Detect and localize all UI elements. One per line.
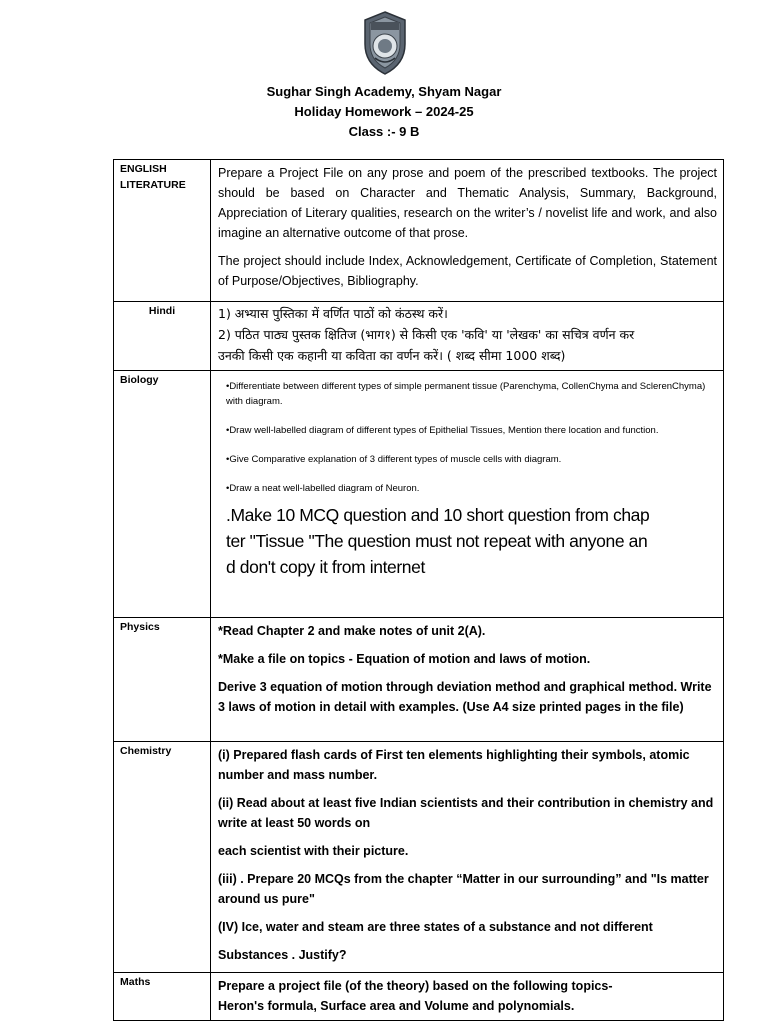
biology-mcq-note bbox=[226, 502, 717, 580]
maths-para-2: Heron's formula, Surface area and Volume and polynomials. bbox=[218, 999, 575, 1013]
biology-content bbox=[211, 371, 724, 618]
chemistry-para-3: each scientist with their picture. bbox=[218, 844, 409, 858]
chemistry-content bbox=[211, 742, 724, 973]
subject-biology: Biology bbox=[114, 371, 211, 618]
row-biology bbox=[114, 371, 724, 618]
row-physics bbox=[114, 618, 724, 742]
subject-hindi: Hindi bbox=[114, 302, 211, 371]
biology-bullets bbox=[218, 379, 717, 496]
hindi-line-2: 2) पठित पाठ्य पुस्तक क्षितिज (भाग१) से किसी एक 'कवि' या 'लेखक' का सचित्र वर्णन कर bbox=[218, 327, 635, 342]
maths-content bbox=[211, 973, 724, 1021]
document-header bbox=[0, 82, 768, 142]
chemistry-para-4: (iii) . Prepare 20 MCQs from the chapter “Matter in our surrounding” and "Is matter around us pure" bbox=[218, 872, 709, 906]
physics-content bbox=[211, 618, 724, 742]
biology-mcq-line-3: d don't copy it from internet bbox=[226, 557, 425, 577]
class-label: Class :- 9 B bbox=[348, 124, 420, 139]
biology-bullet-1: •Differentiate between different types of simple permanent tissue (Parenchyma, CollenChyma and SclerenChyma) with diagram. bbox=[226, 381, 706, 407]
row-maths bbox=[114, 973, 724, 1021]
hindi-content bbox=[211, 302, 724, 371]
english-para-1: Prepare a Project File on any prose and poem of the prescribed textbooks. The project should be based on Character and Thematic Analysis, Summary, Background, Appreciation of Literary qualities, research on the writer’s / novelist life and work, and also imagine an alternative outcome of that prose. bbox=[218, 166, 717, 240]
school-crest-icon bbox=[361, 10, 409, 76]
homework-table bbox=[113, 159, 724, 1021]
subject-english: ENGLISH LITERATURE bbox=[114, 160, 211, 302]
english-para-2: The project should include Index, Acknowledgement, Certificate of Completion, Statement of Purpose/Objectives, Bibliography. bbox=[218, 254, 717, 288]
school-name: Sughar Singh Academy, Shyam Nagar bbox=[266, 84, 502, 99]
biology-bullet-4: •Draw a neat well-labelled diagram of Neuron. bbox=[226, 483, 420, 494]
chemistry-para-1: (i) Prepared flash cards of First ten elements highlighting their symbols, atomic number and mass number. bbox=[218, 748, 690, 782]
biology-mcq-line-2: ter "Tissue "The question must not repeat with anyone an bbox=[226, 531, 648, 551]
subject-physics: Physics bbox=[114, 618, 211, 742]
physics-para-3: Derive 3 equation of motion through deviation method and graphical method. Write 3 laws of motion in detail with examples. (Use A4 size printed pages in the file) bbox=[218, 680, 712, 714]
biology-bullet-2: •Draw well-labelled diagram of different types of Epithelial Tissues, Mention there location and function. bbox=[226, 425, 659, 436]
school-logo bbox=[361, 10, 409, 76]
maths-para-1: Prepare a project file (of the theory) based on the following topics- bbox=[218, 979, 613, 993]
subject-chemistry: Chemistry bbox=[114, 742, 211, 973]
hindi-line-3: उनकी किसी एक कहानी या कविता का वर्णन करें। ( शब्द सीमा 1000 शब्द) bbox=[218, 348, 566, 363]
biology-mcq-line-1: .Make 10 MCQ question and 10 short question from chap bbox=[226, 505, 650, 525]
chemistry-para-2: (ii) Read about at least five Indian scientists and their contribution in chemistry and write at least 50 words on bbox=[218, 796, 714, 830]
hindi-line-1: 1) अभ्यास पुस्तिका में वर्णित पाठों को कंठस्थ करें। bbox=[218, 306, 448, 321]
physics-para-1: *Read Chapter 2 and make notes of unit 2(A). bbox=[218, 624, 486, 638]
row-chemistry bbox=[114, 742, 724, 973]
english-content bbox=[211, 160, 724, 302]
chemistry-para-5: (IV) Ice, water and steam are three states of a substance and not different bbox=[218, 920, 653, 934]
row-english bbox=[114, 160, 724, 302]
subject-maths: Maths bbox=[114, 973, 211, 1021]
chemistry-para-6: Substances . Justify? bbox=[218, 948, 347, 962]
row-hindi bbox=[114, 302, 724, 371]
homework-title: Holiday Homework – 2024-25 bbox=[294, 104, 474, 119]
biology-bullet-3: •Give Comparative explanation of 3 different types of muscle cells with diagram. bbox=[226, 454, 562, 465]
physics-para-2: *Make a file on topics - Equation of motion and laws of motion. bbox=[218, 652, 591, 666]
